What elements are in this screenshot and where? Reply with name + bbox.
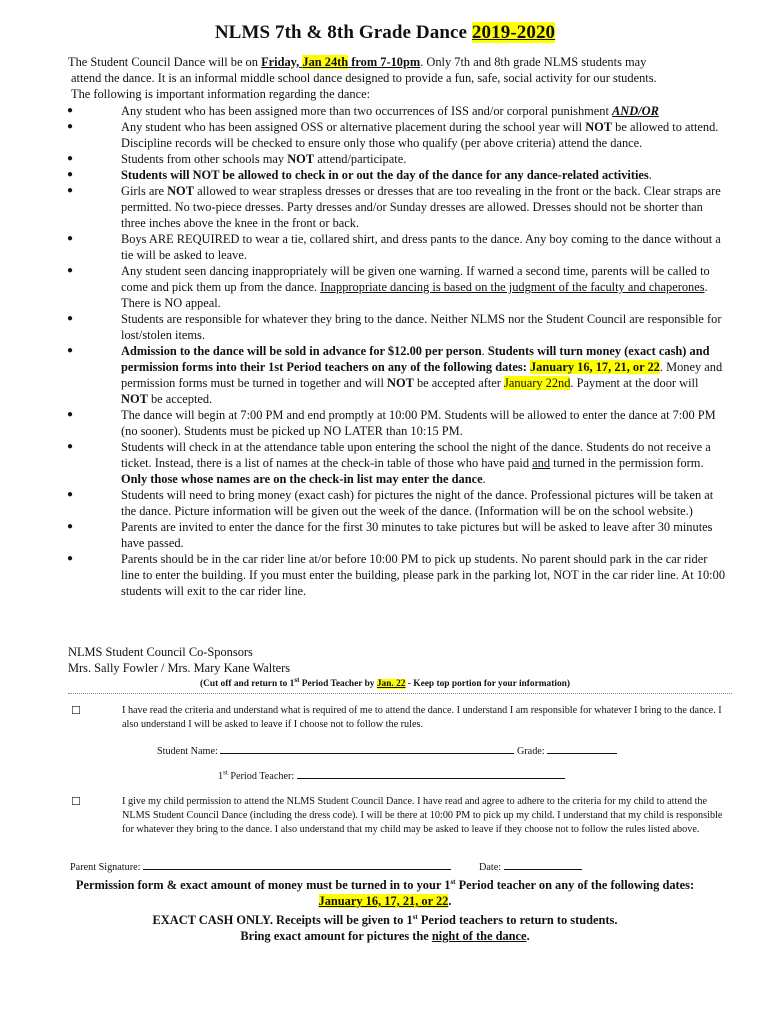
bullet-icon: ● [67,441,74,452]
intro-line-2: attend the dance. It is an informal middle school dance designed to provide a fun, safe, social activity for our students. [71,71,657,85]
rule-item: ● Any student who has been assigned more than two occurrences of ISS and/or corporal punishment AND/OR [67,104,659,118]
rules-list [66,103,728,599]
rule-item: ● Any student seen dancing inappropriately will be given one warning. If warned a second time, parents will be called to come and pick them up from the dance. Inappropriate dancing is based on the judgment of the faculty and chaperones. There is NO appeal. [67,264,710,310]
intro-line-1: The Student Council Dance will be on Friday, Jan 24th from 7-10pm. Only 7th and 8th grade NLMS students may [68,55,647,69]
rule-item: ● Students from other schools may NOT attend/participate. [67,152,407,166]
page-title: NLMS 7th & 8th Grade Dance 2019-2020 [214,22,556,43]
rule-item: ● Students will check in at the attendance table upon entering the school the night of the dance. Students do not receive a ticket. Instead, there is a list of names at the check-in table of those who have paid and turned in the permission form. Only those whose names are on the check-in list may enter the dance. [67,440,711,486]
bullet-icon: ● [67,521,74,532]
parent-ack-text: I give my child permission to attend the NLMS Student Council Dance. I have read and agree to adhere to the criteria for my child to attend the NLMS Student Council Dance (including the dress code). I will be there at 10:00 PM to pick up my child. I understand that my child is responsible for whatever they bring to the dance. I also understand that my child may be asked to leave if they choose not to follow the rules listed above. [122,796,723,835]
rule-item: ● Parents are invited to enter the dance for the first 30 minutes to take pictures but will be asked to leave after 30 minutes have passed. [67,520,713,550]
parent-signature-field[interactable] [143,859,451,870]
footer-line-3: EXACT CASH ONLY. Receipts will be given to 1st Period teachers to return to students. [152,913,618,928]
grade-field[interactable] [547,743,617,754]
bullet-icon: ● [67,313,74,324]
rule-item: ● The dance will begin at 7:00 PM and end promptly at 10:00 PM. Students will be allowed to enter the dance at 7:00 PM (no sooner). Students must be picked up NO LATER than 10:15 PM. [67,408,716,438]
rule-item: ● Any student who has been assigned OSS or alternative placement during the school year will NOT be allowed to attend. Discipline records will be checked to ensure only those who qualify (per above criteria) attend the dance. [67,120,719,150]
bullet-icon: ● [67,409,74,420]
intro-text [68,54,728,102]
date-field[interactable] [504,859,582,870]
student-name-field[interactable] [220,743,514,754]
sponsors-heading: NLMS Student Council Co-Sponsors [68,645,253,659]
cut-line-divider [68,693,732,694]
intro-line-3: The following is important information regarding the dance: [71,87,371,101]
footer-line-4: Bring exact amount for pictures the night of the dance. [240,929,530,944]
bullet-icon: ● [67,169,74,180]
parent-signature-row: Parent Signature: Date: [70,859,670,873]
teacher-row: 1st Period Teacher: [218,768,565,782]
title-year: 2019-2020 [471,22,556,43]
student-ack-text: I have read the criteria and understand what is required of me to attend the dance. I understand I am responsible for whatever I bring to the dance. I also understand I will be asked to leave if I choose not to follow the rules. [122,705,722,730]
rule-item: ● Students will need to bring money (exact cash) for pictures the night of the dance. Professional pictures will be taken at the dance. Picture information will be given out the week of the dance. (Information will be on the school website.) [67,488,714,518]
bullet-icon: ● [67,265,74,276]
parent-ack-checkbox[interactable]: ☐ [71,796,81,808]
rule-item: ● Admission to the dance will be sold in advance for $12.00 per person. Students will turn money (exact cash) and permission forms into their 1st Period teachers on any of the following dates: January 16, 17, 21, or 22. Money and permission forms must be turned in together and will NOT be accepted after January 22nd. Payment at the door will NOT be accepted. [67,344,723,406]
rule-item: ● Parents should be in the car rider line at/or before 10:00 PM to pick up students. No parent should park in the car rider line to enter the building. If you must enter the building, please park in the parking lot, NOT in the car rider line. At 10:00 students will exit to the car rider line. [67,552,726,598]
footer-line-2: January 16, 17, 21, or 22. [318,894,452,909]
footer-notice [0,874,770,944]
bullet-icon: ● [67,233,74,244]
rule-item: ● Boys ARE REQUIRED to wear a tie, collared shirt, and dress pants to the dance. Any boy coming to the dance without a tie will be asked to leave. [67,232,721,262]
bullet-icon: ● [67,121,74,132]
teacher-field[interactable] [297,768,565,779]
bullet-icon: ● [67,345,74,356]
cutoff-instruction: (Cut off and return to 1st Period Teacher by Jan. 22 - Keep top portion for your information) [199,676,570,690]
bullet-icon: ● [67,153,74,164]
bullet-icon: ● [67,105,74,116]
rule-item: ● Girls are NOT allowed to wear strapless dresses or dresses that are too revealing in the front or the back. Clear straps are permitted. No two-piece dresses. Party dresses and/or Sunday dresses are allowed. Dresses should not be shorter than three inches above the knee in the front or back. [67,184,721,230]
bullet-icon: ● [67,489,74,500]
rule-item: ● Students will NOT be allowed to check in or out the day of the dance for any dance-related activities. [67,168,652,182]
bullet-icon: ● [67,553,74,564]
student-name-row: Student Name: Grade: [157,743,617,757]
sponsors-names: Mrs. Sally Fowler / Mrs. Mary Kane Walters [68,661,291,675]
student-ack-checkbox[interactable]: ☐ [71,705,81,717]
sponsors-block [68,644,290,676]
bullet-icon: ● [67,185,74,196]
rule-item: ● Students are responsible for whatever they bring to the dance. Neither NLMS nor the Student Council are responsible for lost/stolen items. [67,312,722,342]
footer-line-1: Permission form & exact amount of money must be turned in to your 1st Period teacher on any of the following dates: [75,878,695,893]
